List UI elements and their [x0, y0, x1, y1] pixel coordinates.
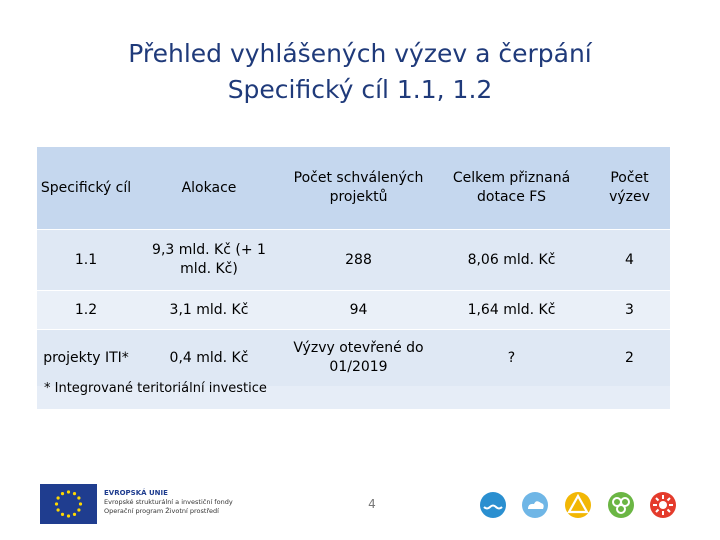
table-cell: 1,64 mld. Kč	[434, 291, 589, 330]
cloud-logo-icon	[520, 490, 550, 520]
header-cell: Alokace	[135, 147, 283, 230]
summary-table	[37, 147, 670, 386]
nature-logo-icon	[606, 490, 636, 520]
summary-table-container	[37, 147, 670, 409]
eu-stars-icon	[40, 484, 97, 524]
water-drop-logo-icon	[478, 490, 508, 520]
table-cell: 1.2	[37, 291, 135, 330]
header-cell: Celkem přiznaná dotace FS	[434, 147, 589, 230]
footnote: * Integrované teritoriální investice	[44, 381, 267, 396]
table-cell: 288	[283, 230, 434, 291]
title-line-1: Přehled vyhlášených výzev a čerpání	[128, 39, 592, 68]
table-cell: 2	[589, 330, 670, 387]
header-cell: Specifický cíl	[37, 147, 135, 230]
eu-flag-icon	[40, 484, 97, 524]
header-cell: Počet schválených projektů	[283, 147, 434, 230]
table-cell: projekty ITI*	[37, 330, 135, 387]
eu-name: EVROPSKÁ UNIE	[104, 489, 168, 497]
table-cell: 9,3 mld. Kč (+ 1 mld. Kč)	[135, 230, 283, 291]
eu-funding-text	[104, 489, 233, 516]
table-cell: Výzvy otevřené do 01/2019	[283, 330, 434, 387]
table-cell: 4	[589, 230, 670, 291]
waste-triangle-logo-icon	[563, 490, 593, 520]
table-header-row	[37, 147, 670, 230]
table-cell: ?	[434, 330, 589, 387]
table-row	[37, 330, 670, 387]
sun-logo-icon	[648, 490, 678, 520]
table-cell: 1.1	[37, 230, 135, 291]
table-cell: 94	[283, 291, 434, 330]
page-number: 4	[368, 497, 376, 511]
title-line-2: Specifický cíl 1.1, 1.2	[227, 75, 493, 104]
table-cell: 8,06 mld. Kč	[434, 230, 589, 291]
table-row	[37, 230, 670, 291]
table-cell: 3,1 mld. Kč	[135, 291, 283, 330]
programme-name: Operační program Životní prostředí	[104, 507, 219, 515]
table-cell: 3	[589, 291, 670, 330]
table-cell: 0,4 mld. Kč	[135, 330, 283, 387]
table-row	[37, 291, 670, 330]
header-cell: Počet výzev	[589, 147, 670, 230]
slide-title	[0, 36, 720, 108]
eu-funds-name: Evropské strukturální a investiční fondy	[104, 498, 233, 506]
